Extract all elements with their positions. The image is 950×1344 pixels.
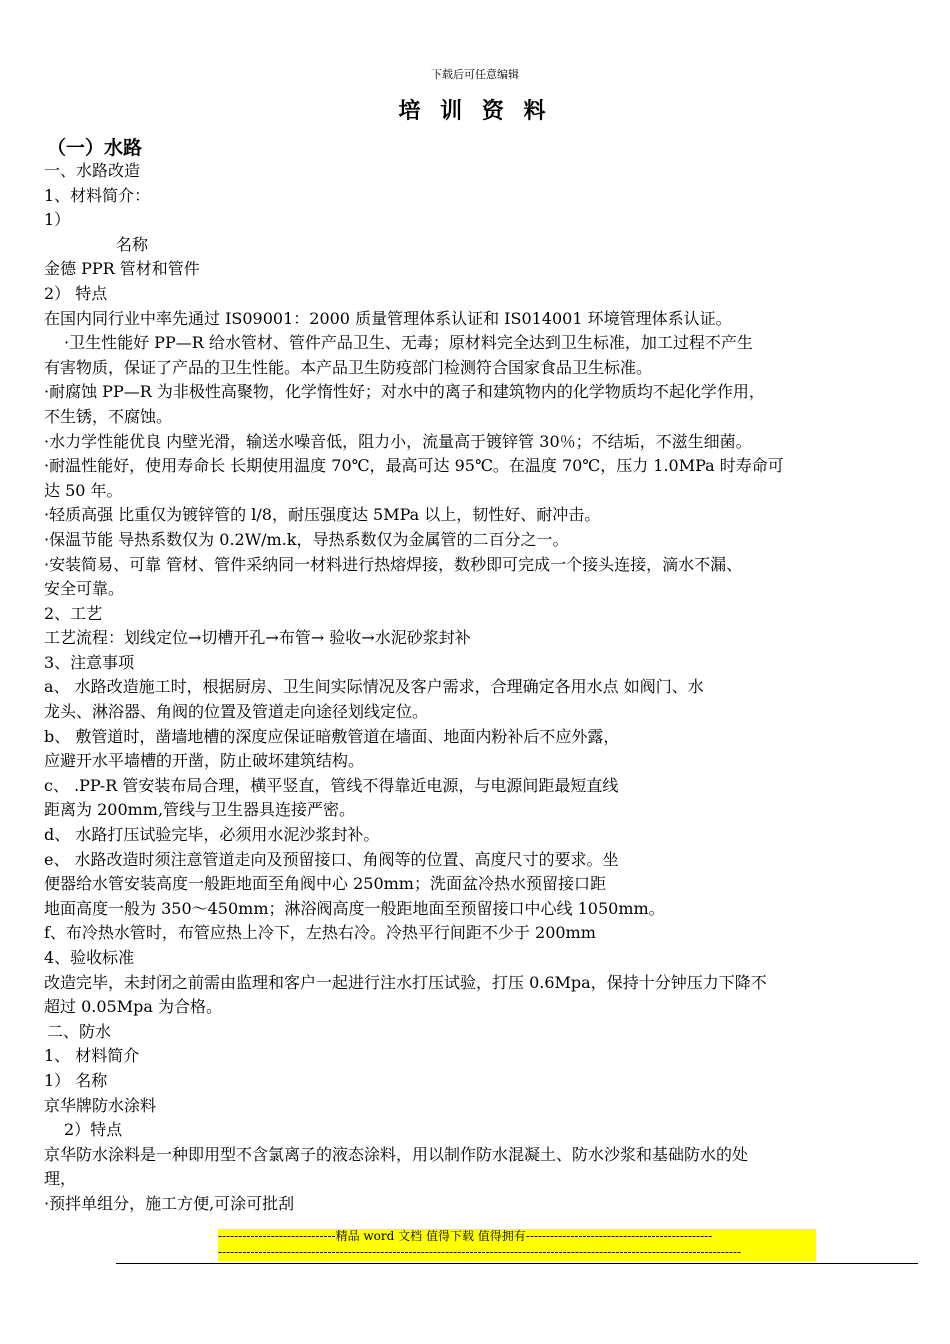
- body-line: 应避开水平墙槽的开凿，防止破坏建筑结构。: [44, 751, 365, 771]
- body-line: ·轻质高强 比重仅为镀锌管的 l/8，耐压强度达 5MPa 以上，韧性好、耐冲击。: [44, 505, 601, 525]
- body-line: f、布冷热水管时，布管应热上冷下，左热右冷。冷热平行间距不少于 200mm: [44, 923, 596, 943]
- footer-rule: [116, 1263, 918, 1264]
- body-line: ·耐腐蚀 PP—R 为非极性高聚物，化学惰性好；对水中的离子和建筑物内的化学物质均不起化学作用，: [44, 382, 765, 402]
- body-line: b、 敷管道时，凿墙地槽的深度应保证暗敷管道在墙面、地面内粉补后不应外露，: [44, 726, 620, 746]
- body-line: 便器给水管安装高度一般距地面至角阀中心 250mm；洗面盆冷热水预留接口距: [44, 874, 606, 894]
- body-line: ·耐温性能好，使用寿命长 长期使用温度 70℃，最高可达 95℃。在温度 70℃，压力 1.0MPa 时寿命可: [44, 456, 784, 476]
- body-line: 名称: [116, 234, 149, 254]
- footer-line-1: -----------------------------精品 word 文档 值得下载 值得拥有----------------------------------------------: [218, 1229, 713, 1243]
- body-line: 京华牌防水涂料: [44, 1095, 157, 1115]
- body-line: ·水力学性能优良 内壁光滑，输送水噪音低，阻力小，流量高于镀锌管 30％；不结垢，不滋生细菌。: [44, 431, 752, 451]
- body-line: 1） 名称: [44, 1070, 108, 1090]
- body-line: 3、注意事项: [44, 652, 135, 672]
- footer-banner: [218, 1229, 816, 1261]
- body-line: 2） 特点: [44, 283, 108, 303]
- body-line: ·预拌单组分，施工方便,可涂可批刮: [44, 1193, 295, 1213]
- section-heading: （一）水路: [47, 137, 143, 159]
- body-line: 一、水路改造: [44, 161, 141, 180]
- body-line: 超过 0.05Mpa 为合格。: [44, 997, 222, 1017]
- body-line: 不生锈，不腐蚀。: [44, 406, 173, 426]
- body-line: 2）特点: [64, 1120, 123, 1140]
- document-body: [44, 159, 912, 1217]
- body-line: 改造完毕，未封闭之前需由监理和客户一起进行注水打压试验，打压 0.6Mpa，保持十分钟压力下降不: [44, 972, 767, 992]
- page-header: 下载后可任意编辑: [431, 68, 519, 81]
- body-line: 4、验收标准: [44, 948, 135, 967]
- body-line: 理，: [44, 1169, 77, 1189]
- footer-line-2: ---------------------------------------------------------------------------------------------------------------------------------: [218, 1245, 742, 1259]
- body-line: e、 水路改造时须注意管道走向及预留接口、角阀等的位置、高度尺寸的要求。坐: [44, 849, 619, 869]
- body-line: 地面高度一般为 350～450mm；淋浴阀高度一般距地面至预留接口中心线 1050mm。: [44, 898, 665, 918]
- body-line: 有害物质，保证了产品的卫生性能。本产品卫生防疫部门检测符合国家食品卫生标准。: [44, 357, 653, 377]
- body-line: 距离为 200mm,管线与卫生器具连接严密。: [44, 800, 356, 820]
- body-line: 安全可靠。: [44, 579, 125, 599]
- body-line: 京华防水涂料是一种即用型不含氯离子的液态涂料，用以制作防水混凝土、防水沙浆和基础防水的处: [44, 1144, 749, 1164]
- body-line: a、 水路改造施工时，根据厨房、卫生间实际情况及客户需求，合理确定各用水点 如阀门、水: [44, 677, 704, 697]
- body-line: 金德 PPR 管材和管件: [44, 259, 200, 279]
- body-line: c、 .PP-R 管安装布局合理，横平竖直，管线不得靠近电源，与电源间距最短直线: [44, 775, 619, 795]
- body-line: 1）: [44, 210, 71, 230]
- body-line: ·保温节能 导热系数仅为 0.2W/m.k，导热系数仅为金属管的二百分之一。: [44, 529, 569, 549]
- body-line: 二、防水: [47, 1021, 112, 1041]
- body-line: 达 50 年。: [44, 480, 123, 500]
- body-line: 2、工艺: [44, 603, 103, 623]
- body-line: d、 水路打压试验完毕，必须用水泥沙浆封补。: [44, 825, 380, 845]
- body-line: 1、材料简介：: [44, 185, 151, 205]
- body-line: 工艺流程：划线定位→切槽开孔→布管→ 验收→水泥砂浆封补: [44, 628, 471, 648]
- body-line: 龙头、淋浴器、角阀的位置及管道走向途径划线定位。: [44, 702, 429, 722]
- body-line: ·卫生性能好 PP—R 给水管材、管件产品卫生、无毒；原材料完全达到卫生标准，加工过程不产生: [64, 333, 753, 353]
- page-title: 培 训 资 料: [398, 98, 552, 124]
- body-line: ·安装简易、可靠 管材、管件采纳同一材料进行热熔焊接，数秒即可完成一个接头连接，滴水不漏、: [44, 554, 743, 574]
- body-line: 1、 材料简介: [44, 1046, 140, 1066]
- body-line: 在国内同行业中率先通过 IS09001：2000 质量管理体系认证和 IS014001 环境管理体系认证。: [44, 308, 732, 328]
